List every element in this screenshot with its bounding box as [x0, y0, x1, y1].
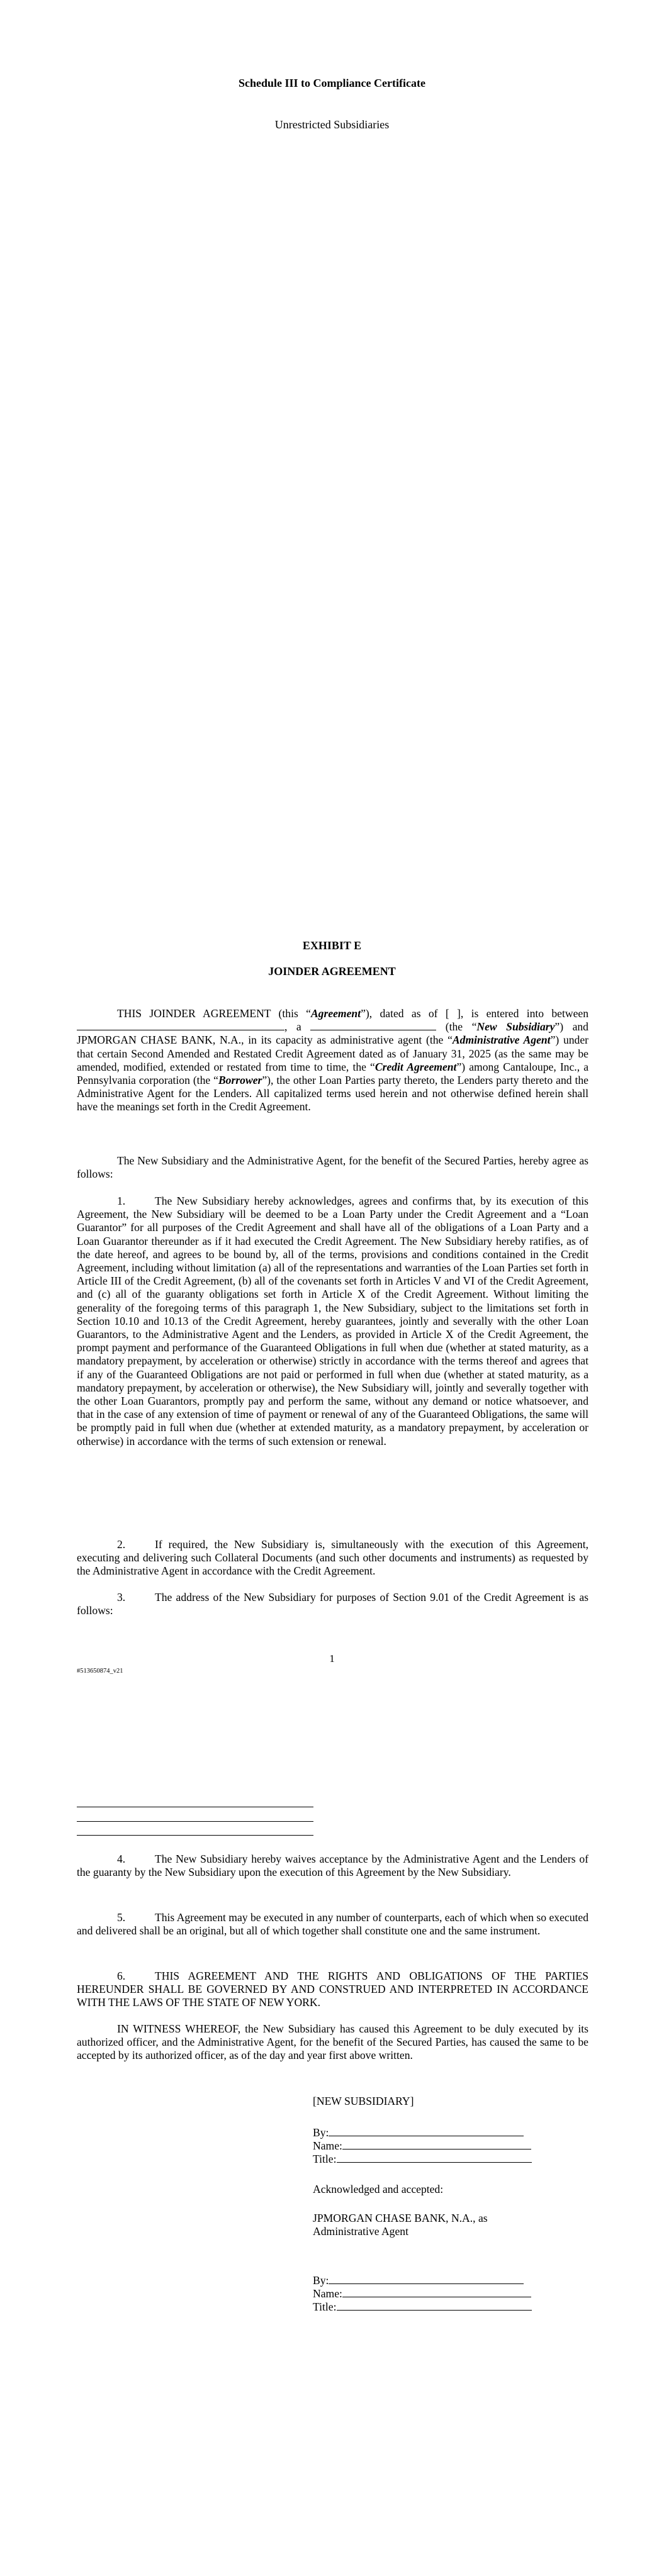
signature-line — [337, 2153, 532, 2163]
signature-line — [342, 2139, 531, 2149]
agent-name-row — [313, 2287, 531, 2300]
agent-name-line-1: JPMORGAN CHASE BANK, N.A., as — [313, 2212, 488, 2224]
section-text: If required, the New Subsidiary is, simultaneously with the execution of this Agreement, executing and delivering such Collateral Documents (and such other documents and instruments) as requested by the Administrative Agent in accordance with the Credit Agreement. — [77, 1538, 588, 1578]
agent-by-row — [313, 2274, 524, 2287]
section-number: 4. — [117, 1853, 126, 1865]
signature-name-row — [313, 2139, 531, 2153]
signature-label: Name: — [313, 2287, 342, 2300]
section-4 — [77, 1853, 588, 1879]
page-number: 1 — [329, 1653, 335, 1664]
witness-paragraph: IN WITNESS WHEREOF, the New Subsidiary has caused this Agreement to be duly executed by its authorized officer, and the Administrative Agent, for the benefit of the Secured Parties, has caused the same to be accepted by its authorized officer, as of the day and year first above written. — [77, 2022, 588, 2062]
signature-party-name: [NEW SUBSIDIARY] — [313, 2095, 414, 2107]
signature-label: Title: — [313, 2300, 337, 2313]
jurisdiction-blank — [310, 1020, 436, 1030]
section-text: The address of the New Subsidiary for purposes of Section 9.01 of the Credit Agreement is as follows: — [77, 1591, 588, 1617]
section-5 — [77, 1911, 588, 1938]
agent-name-line-2: Administrative Agent — [313, 2225, 408, 2238]
section-text: The New Subsidiary hereby acknowledges, agrees and confirms that, by its execution of this Agreement, the New Subsidiary will be deemed to be a Loan Party under the Credit Agreement and a “Loan Guarantor” for all purposes of the Credit Agreement and shall have all of the obligations of a Loan Party and a Loan Guarantor thereunder as if it had executed the Credit Agreement. The New Subsidiary hereby ratifies, as of the date hereof, and agrees to be bound by, all of the terms, provisions and conditions contained in the Credit Agreement, including without limitation (a) all of the representations and warranties of the Loan Parties set forth in Article III of the Credit Agreement, (b) all of the covenants set forth in Articles V and VI of the Credit Agreement, and (c) all of the guaranty obligations set forth in Article X of the Credit Agreement. Without limiting the generality of the foregoing terms of this paragraph 1, the New Subsidiary, subject to the limitations set forth in Section 10.10 and 10.13 of the Credit Agreement, hereby guarantees, jointly and severally with the other Loan Guarantors, to the Administrative Agent and the Lenders, as provided in Article X of the Credit Agreement, the prompt payment and performance of the Guaranteed Obligations in full when due (whether at stated maturity, as a mandatory prepayment, by acceleration or otherwise) strictly in accordance with the terms thereof and agrees that if any of the Guaranteed Obligations are not paid or performed in full when due (whether at stated maturity, as a mandatory prepayment, by acceleration or otherwise), the New Subsidiary will, jointly and severally together with the other Loan Guarantors, promptly pay and perform the same, without any demand or notice whatsoever, and that in the case of any extension of time of payment or renewal of any of the Guaranteed Obligations, the same will be promptly paid in full when due (whether at extended maturity, as a mandatory prepayment, by acceleration or otherwise) in accordance with the terms of such extension or renewal. — [77, 1195, 588, 1447]
term-credit-agreement: Credit Agreement — [374, 1060, 457, 1073]
address-line-2 — [77, 1821, 313, 1822]
section-number: 5. — [117, 1911, 126, 1924]
document-id: #513650874_v21 — [77, 1668, 123, 1675]
term-new-subsidiary: New Subsidiary — [476, 1020, 555, 1034]
exhibit-label: EXHIBIT E — [302, 939, 362, 952]
section-number: 6. — [117, 1970, 126, 1982]
section-text: The New Subsidiary hereby waives acceptance by the Administrative Agent and the Lenders of the guaranty by the New Subsidiary upon the execution of this Agreement by the New Subsidiary. — [77, 1853, 588, 1879]
section-6 — [77, 1970, 588, 2010]
section-text: This Agreement may be executed in any number of counterparts, each of which when so executed and delivered shall be an original, but all of which together shall constitute one and the same instrument. — [77, 1911, 588, 1938]
party-name-blank — [77, 1020, 284, 1030]
term-borrower: Borrower — [218, 1074, 262, 1087]
section-3 — [77, 1591, 588, 1617]
signature-label: Title: — [313, 2153, 337, 2165]
signature-title-row — [313, 2153, 532, 2166]
intro-paragraph: THIS JOINDER AGREEMENT (this “Agreement”), dated as of [ ], is entered into between , a (the “New Subsidiary”) and JPMORGAN CHASE BANK, N.A., in its capacity as administrative agent (the “Administrative Agent”) under that certain Second Amended and Restated Credit Agreement dated as of January 31, 2025 (as the same may be amended, modified, extended or restated from time to time, the “Credit Agreement”) among Cantaloupe, Inc., a Pennsylvania corporation (the “Borrower”), the other Loan Parties party thereto, the Lenders party thereto and the Administrative Agent for the Lenders. All capitalized terms used herein and not otherwise defined herein shall have the meanings set forth in the Credit Agreement. — [77, 1007, 589, 1113]
acknowledged-label: Acknowledged and accepted: — [313, 2183, 444, 2195]
signature-label: By: — [313, 2274, 329, 2287]
signature-label: By: — [313, 2126, 329, 2139]
signature-line — [342, 2287, 531, 2297]
term-agreement: Agreement — [310, 1007, 361, 1020]
signature-label: Name: — [313, 2139, 342, 2152]
schedule-subtitle: Unrestricted Subsidiaries — [274, 118, 390, 131]
section-2 — [77, 1538, 588, 1578]
signature-line — [329, 2126, 524, 2136]
signature-line — [329, 2274, 524, 2284]
schedule-title: Schedule III to Compliance Certificate — [239, 77, 425, 89]
section-text: THIS AGREEMENT AND THE RIGHTS AND OBLIGATIONS OF THE PARTIES HEREUNDER SHALL BE GOVERNED BY AND CONSTRUED AND INTERPRETED IN ACCORDANCE WITH THE LAWS OF THE STATE OF NEW YORK. — [77, 1970, 588, 2009]
recital-paragraph: The New Subsidiary and the Administrative Agent, for the benefit of the Secured Parties, hereby agree as follows: — [77, 1154, 588, 1181]
section-number: 2. — [117, 1538, 126, 1551]
signature-line — [337, 2300, 532, 2311]
agent-title-row — [313, 2300, 532, 2314]
term-administrative-agent: Administrative Agent — [452, 1034, 551, 1047]
section-number: 3. — [117, 1591, 126, 1603]
section-number: 1. — [117, 1195, 126, 1207]
section-1 — [77, 1195, 588, 1448]
signature-by-row — [313, 2126, 524, 2139]
address-line-3 — [77, 1835, 313, 1836]
exhibit-title: JOINDER AGREEMENT — [268, 965, 396, 978]
